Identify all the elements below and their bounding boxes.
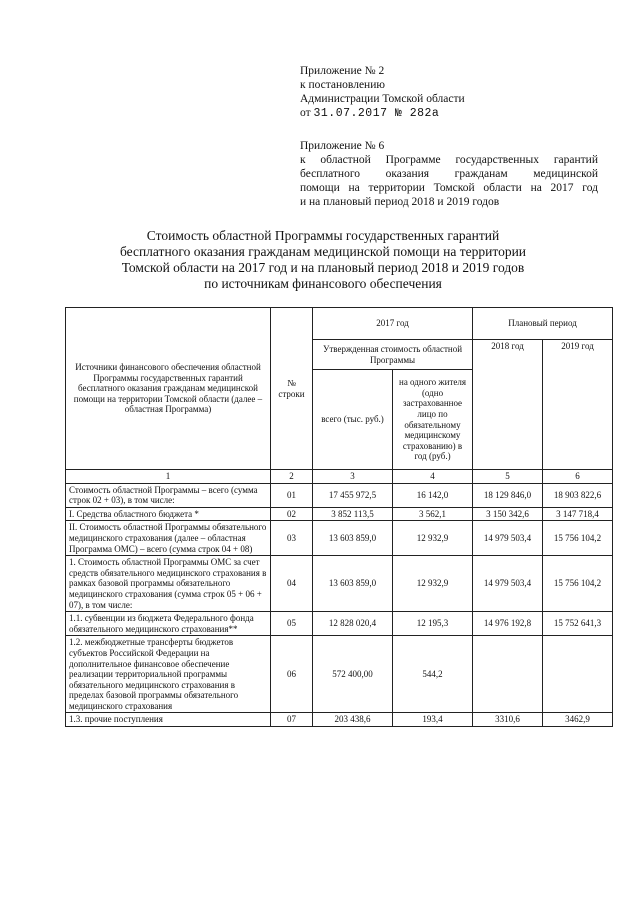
- column-number: 3: [313, 470, 393, 484]
- row-total: 3 852 113,5: [313, 507, 393, 521]
- row-number: 03: [271, 521, 313, 556]
- row-per-person: 12 932,9: [393, 521, 473, 556]
- row-total: 572 400,00: [313, 636, 393, 713]
- appendix-6-text-line: бесплатного оказания гражданам медицинской: [300, 168, 598, 180]
- appendix-2-date-number: 31.07.2017 № 282а: [313, 107, 440, 120]
- appendix-2-line2: к постановлению: [300, 79, 385, 91]
- appendix-6-text-line: и на плановый период 2018 и 2019 годов: [300, 196, 500, 208]
- row-per-person: 12 932,9: [393, 556, 473, 612]
- row-2018: 14 979 503,4: [473, 521, 543, 556]
- header-total: всего (тыс. руб.): [313, 370, 393, 470]
- row-source: Стоимость областной Программы – всего (сумма строк 02 + 03), в том числе:: [66, 483, 271, 507]
- row-per-person: 12 195,3: [393, 612, 473, 636]
- appendix-6-text-line: помощи на территории Томской области на 2017 год: [300, 182, 598, 194]
- column-number: 2: [271, 470, 313, 484]
- table-row: [66, 612, 613, 636]
- row-per-person: 16 142,0: [393, 483, 473, 507]
- appendix-6-line1: Приложение № 6: [300, 140, 385, 152]
- row-2018: 14 976 192,8: [473, 612, 543, 636]
- header-row-number: № строки: [271, 308, 313, 470]
- row-source: II. Стоимость областной Программы обязательного медицинского страхования (далее – областная Программа ОМС) – всего (сумма строк 04 + 08): [66, 521, 271, 556]
- row-total: 12 828 020,4: [313, 612, 393, 636]
- row-source: 1. Стоимость областной Программы ОМС за счет средств обязательного медицинского страхования в рамках базовой программы обязательного медицинского страхования (сумма строк 05 + 06 + 07), в том числе:: [66, 556, 271, 612]
- row-per-person: 3 562,1: [393, 507, 473, 521]
- row-2019: 18 903 822,6: [543, 483, 613, 507]
- table-row: [66, 507, 613, 521]
- column-number: 4: [393, 470, 473, 484]
- column-numbers-row: [66, 470, 613, 484]
- header-year-2017: 2017 год: [313, 308, 473, 340]
- row-2018: 3 150 342,6: [473, 507, 543, 521]
- row-2019: 15 752 641,3: [543, 612, 613, 636]
- row-per-person: 544,2: [393, 636, 473, 713]
- row-source: 1.2. межбюджетные трансферты бюджетов субъектов Российской Федерации на дополнительное финансовое обеспечение реализации территориальной программы обязательного медицинского страхования в пределах базовой программы обязательного медицинского страхования: [66, 636, 271, 713]
- cost-table: [65, 307, 613, 727]
- row-2018: 14 979 503,4: [473, 556, 543, 612]
- row-total: 13 603 859,0: [313, 556, 393, 612]
- document-title: [60, 228, 586, 292]
- row-2018: [473, 636, 543, 713]
- row-total: 203 438,6: [313, 713, 393, 727]
- row-2019: [543, 636, 613, 713]
- header-per-person: на одного жителя (одно застрахованное лицо по обязательному медицинскому страхованию) в год (руб.): [393, 370, 473, 470]
- header-2018: 2018 год: [473, 340, 543, 470]
- row-number: 04: [271, 556, 313, 612]
- column-number: 1: [66, 470, 271, 484]
- row-number: 07: [271, 713, 313, 727]
- table-row: [66, 556, 613, 612]
- column-number: 5: [473, 470, 543, 484]
- title-line: Томской области на 2017 год и на плановый период 2018 и 2019 годов: [121, 260, 525, 275]
- row-2019: 3 147 718,4: [543, 507, 613, 521]
- appendix-2-date-line: [300, 106, 465, 121]
- row-2019: 15 756 104,2: [543, 556, 613, 612]
- row-number: 01: [271, 483, 313, 507]
- row-2018: 3310,6: [473, 713, 543, 727]
- appendix-6-text-line: к областной Программе государственных гарантий: [300, 154, 598, 166]
- row-2018: 18 129 846,0: [473, 483, 543, 507]
- table-row: [66, 521, 613, 556]
- row-number: 02: [271, 507, 313, 521]
- table-row: [66, 483, 613, 507]
- row-2019: 3462,9: [543, 713, 613, 727]
- row-number: 06: [271, 636, 313, 713]
- row-source: 1.1. субвенции из бюджета Федерального фонда обязательного медицинского страхования**: [66, 612, 271, 636]
- title-line: по источникам финансового обеспечения: [204, 276, 442, 291]
- title-line: бесплатного оказания гражданам медицинской помощи на территории: [119, 244, 527, 259]
- row-source: I. Средства областного бюджета *: [66, 507, 271, 521]
- row-2019: 15 756 104,2: [543, 521, 613, 556]
- row-total: 13 603 859,0: [313, 521, 393, 556]
- title-line: Стоимость областной Программы государственных гарантий: [146, 228, 500, 243]
- appendix-2-block: [300, 64, 465, 121]
- appendix-2-line3: Администрации Томской области: [300, 93, 465, 105]
- header-source: Источники финансового обеспечения областной Программы государственных гарантий бесплатного оказания гражданам медицинской помощи на территории Томской области (далее – областная Программа): [66, 308, 271, 470]
- appendix-6-block: [300, 139, 598, 209]
- column-number: 6: [543, 470, 613, 484]
- appendix-2-line1: Приложение № 2: [300, 65, 385, 77]
- header-2019: 2019 год: [543, 340, 613, 470]
- header-approved-cost: Утвержденная стоимость областной Программы: [313, 340, 473, 370]
- row-per-person: 193,4: [393, 713, 473, 727]
- table-row: [66, 636, 613, 713]
- table-row: [66, 713, 613, 727]
- row-total: 17 455 972,5: [313, 483, 393, 507]
- header-planned-period: Плановый период: [473, 308, 613, 340]
- appendix-2-date-prefix: от: [300, 107, 311, 119]
- row-source: 1.3. прочие поступления: [66, 713, 271, 727]
- row-number: 05: [271, 612, 313, 636]
